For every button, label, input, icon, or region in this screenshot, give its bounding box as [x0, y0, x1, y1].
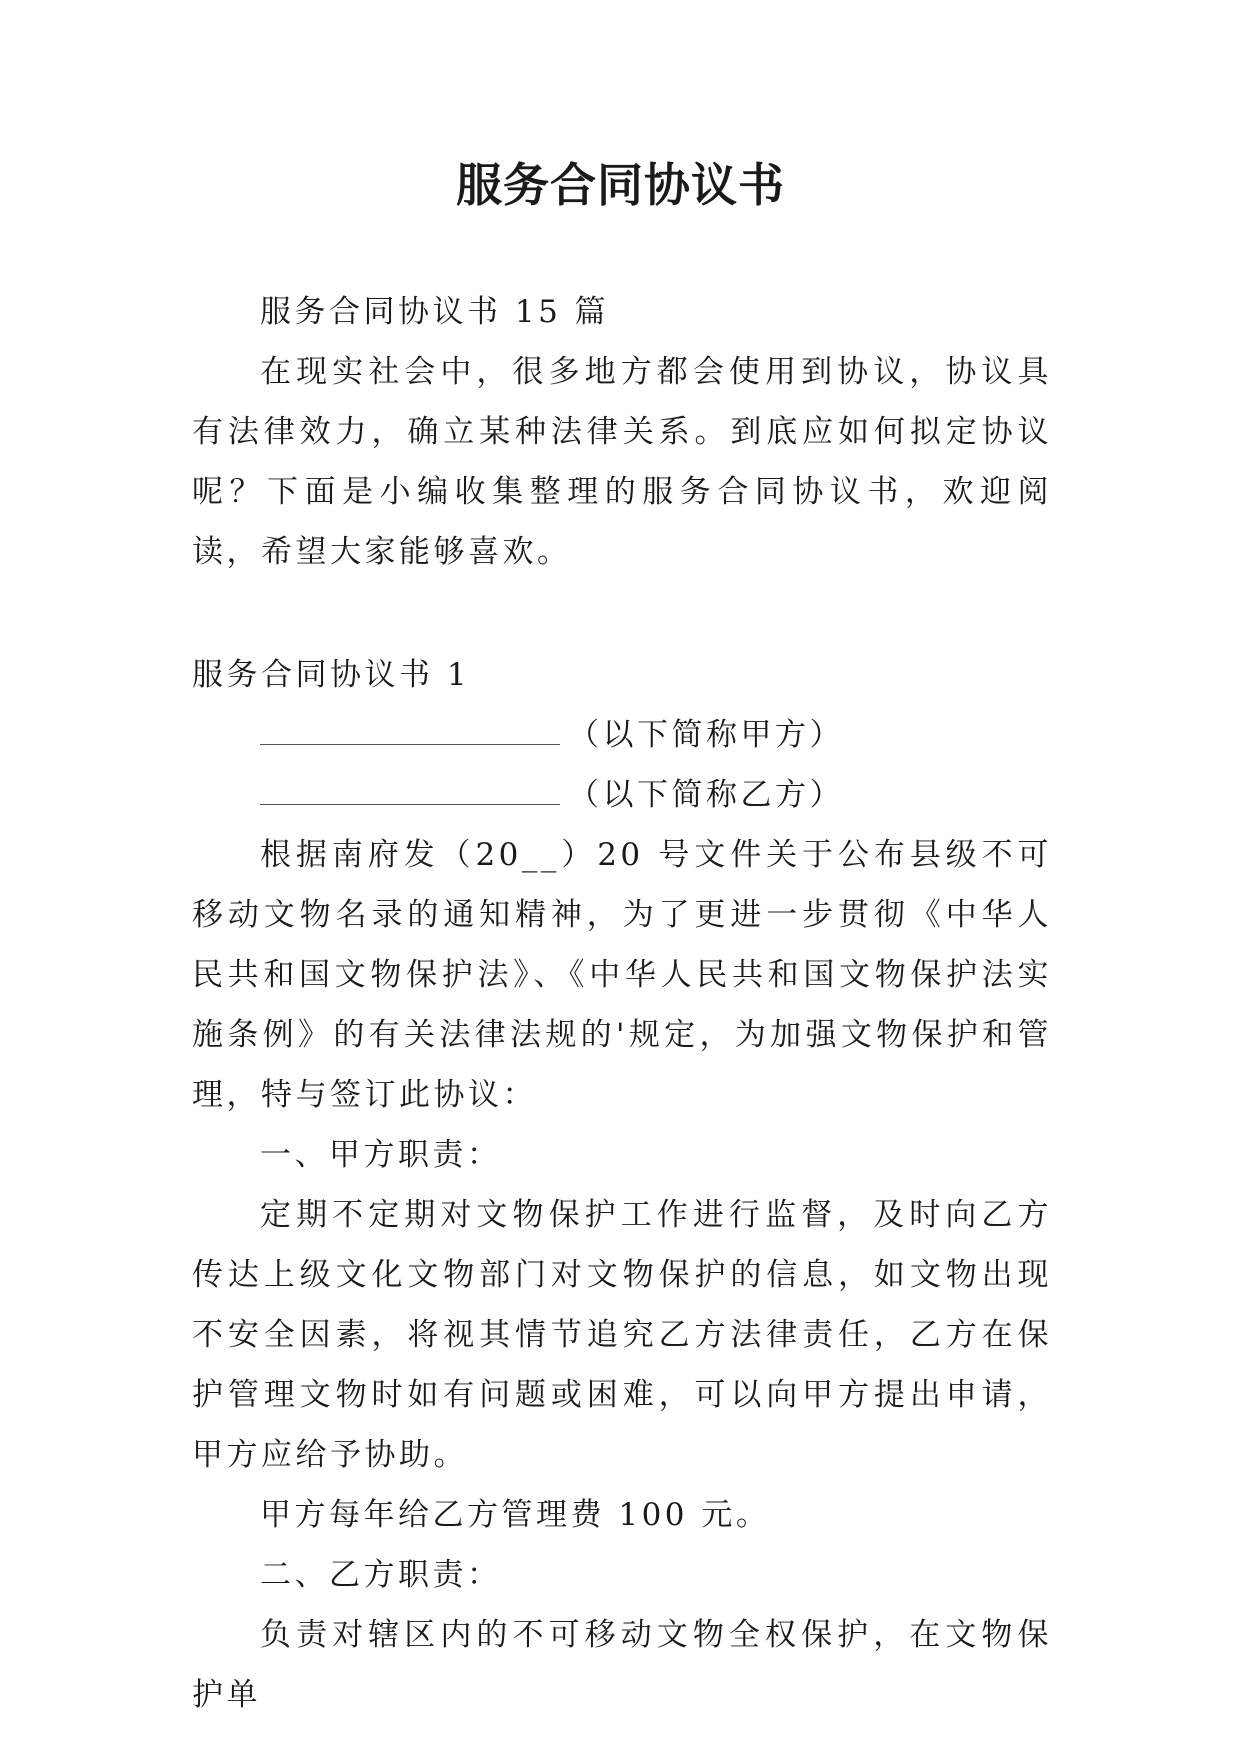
party-b-label: （以下简称乙方） [568, 777, 844, 813]
clause-1-text: 定期不定期对文物保护工作进行监督，及时向乙方传达上级文化文物部门对文物保护的信息，如文物出现不安全因素，将视其情节追究乙方法律责任，乙方在保护管理文物时如有问题或困难，可以向甲方提出申请，甲方应给予协助。 [192, 1197, 1052, 1473]
basis-paragraph: 根据南府发（20__）20 号文件关于公布县级不可移动文物名录的通知精神，为了更进一步贯彻《中华人民共和国文物保护法》、《中华人民共和国文物保护法实施条例》的有关法律法规的'规定，为加强文物保护和管理，特与签订此协议： [192, 837, 1052, 1113]
document-body [192, 282, 1052, 1725]
document-title: 服务合同协议书 [456, 158, 785, 212]
clause-1-heading: 一、甲方职责： [260, 1137, 502, 1173]
party-a-line [192, 705, 1052, 765]
section-heading: 服务合同协议书 1 [192, 657, 471, 693]
clause-2-text: 负责对辖区内的不可移动文物全权保护，在文物保护单 [192, 1617, 1052, 1713]
clause-1-fee: 甲方每年给乙方管理费 100 元。 [260, 1497, 771, 1533]
party-b-blank [260, 770, 560, 805]
document-subtitle: 服务合同协议书 15 篇 [260, 294, 610, 330]
party-a-label: （以下简称甲方） [568, 717, 844, 753]
intro-paragraph: 在现实社会中，很多地方都会使用到协议，协议具有法律效力，确立某种法律关系。到底应如何拟定协议呢？下面是小编收集整理的服务合同协议书，欢迎阅读，希望大家能够喜欢。 [192, 354, 1052, 570]
party-a-blank [260, 710, 560, 745]
party-b-line [192, 765, 1052, 825]
clause-2-heading: 二、乙方职责： [260, 1557, 502, 1593]
